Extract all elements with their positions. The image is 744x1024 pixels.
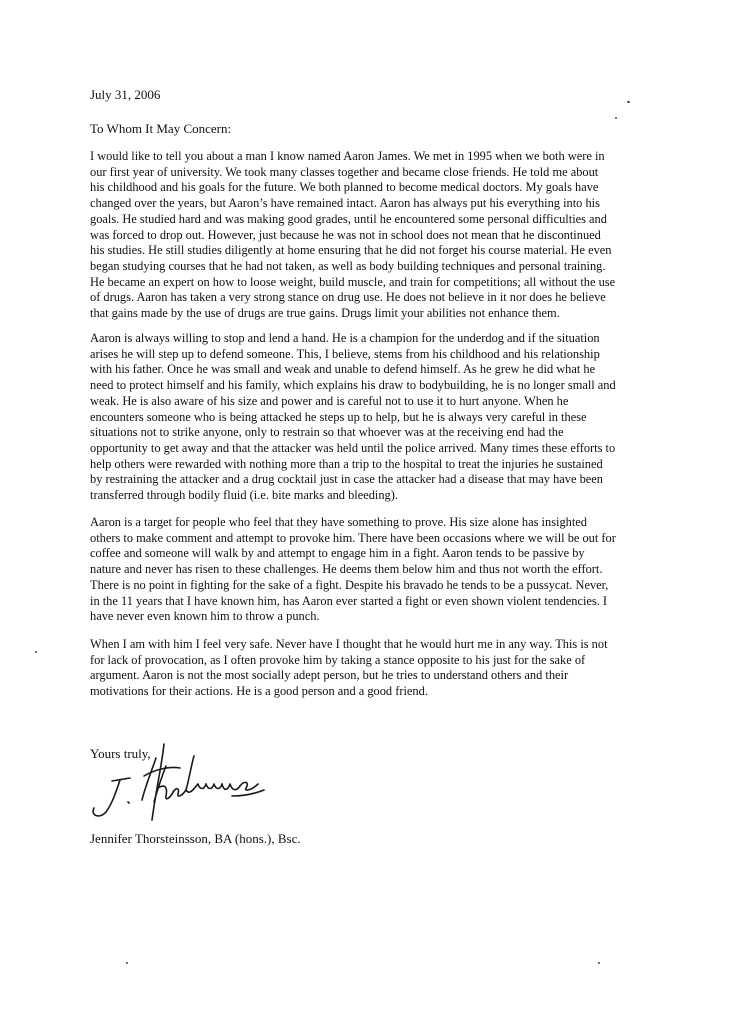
signer-name: Jennifer Thorsteinsson, BA (hons.), Bsc. [90,831,301,846]
scan-speck [126,962,128,964]
scan-speck [35,651,37,653]
salutation: To Whom It May Concern: [90,121,232,136]
scan-speck [627,101,630,103]
scan-speck [598,962,600,964]
body-paragraph-4: When I am with him I feel very safe. Never have I thought that he would hurt me in any way. This is not for lack of provocation, as I often provoke him by taking a stance opposite to his just for the sake of argument. Aaron is not the most socially adept person, but he tries to understand others and their motivations for their actions. He is a good person and a good friend. [90,637,608,699]
scan-speck [615,117,617,119]
closing: Yours truly, [90,746,151,761]
letter-date: July 31, 2006 [90,87,161,102]
body-paragraph-1: I would like to tell you about a man I know named Aaron James. We met in 1995 when we both were in our first year of university. We took many classes together and became close friends. He told me about his childhood and his goals for the future. We both planned to become medical doctors. My goals have changed over the years, but Aaron’s have remained intact. Aaron has always put his everything into his goals. He studied hard and was making good grades, until he encountered some personal difficulties and was forced to drop out. However, just because he was not in school does not mean that he discontinued his studies. He still studies diligently at home ensuring that he did not forget his course material. He even began studying courses that he had not taken, as well as body building techniques and personal training. He became an expert on how to loose weight, build muscle, and train for competitions; all without the use of drugs. Aaron has taken a very strong stance on drug use. He does not believe in it nor does he believe that gains made by the use of drugs are true gains. Drugs limit your abilities not enhance them. [90,149,616,321]
body-paragraph-2: Aaron is always willing to stop and lend a hand. He is a champion for the underdog and if the situation arises he will step up to defend someone. This, I believe, stems from his childhood and his relationship with his father. Once he was small and weak and unable to defend himself. As he grew he did what he need to protect himself and his family, which explains his draw to bodybuilding, he is no longer small and weak. He is also aware of his size and power and is careful not to use it to hurt anyone. When he encounters someone who is being attacked he steps up to help, but he is always very careful in these situations not to strike anyone, only to restrain so that whoever was at the receiving end had the opportunity to get away and that the attacker was held until the police arrived. Many times these efforts to help others were rewarded with nothing more than a trip to the hospital to treat the injuries he sustained by restraining the attacker and a drug cocktail just in case the attacker had a disease that may have been transferred through bodily fluid (i.e. bite marks and bleeding). [90,331,616,503]
handwritten-signature [82,740,272,830]
body-paragraph-3: Aaron is a target for people who feel that they have something to prove. His size alone has insighted others to make comment and attempt to provoke him. There have been occasions where we will be out for coffee and someone will walk by and attempt to engage him in a fight. Aaron tends to be passive by nature and never has risen to these challenges. He deems them below him and thus not worth the effort. There is no point in fighting for the sake of a fight. Despite his bravado he tends to be a pussycat. Never, in the 11 years that I have known him, has Aaron ever started a fight or even shown violent tendencies. I have never even known him to throw a punch. [90,515,616,624]
